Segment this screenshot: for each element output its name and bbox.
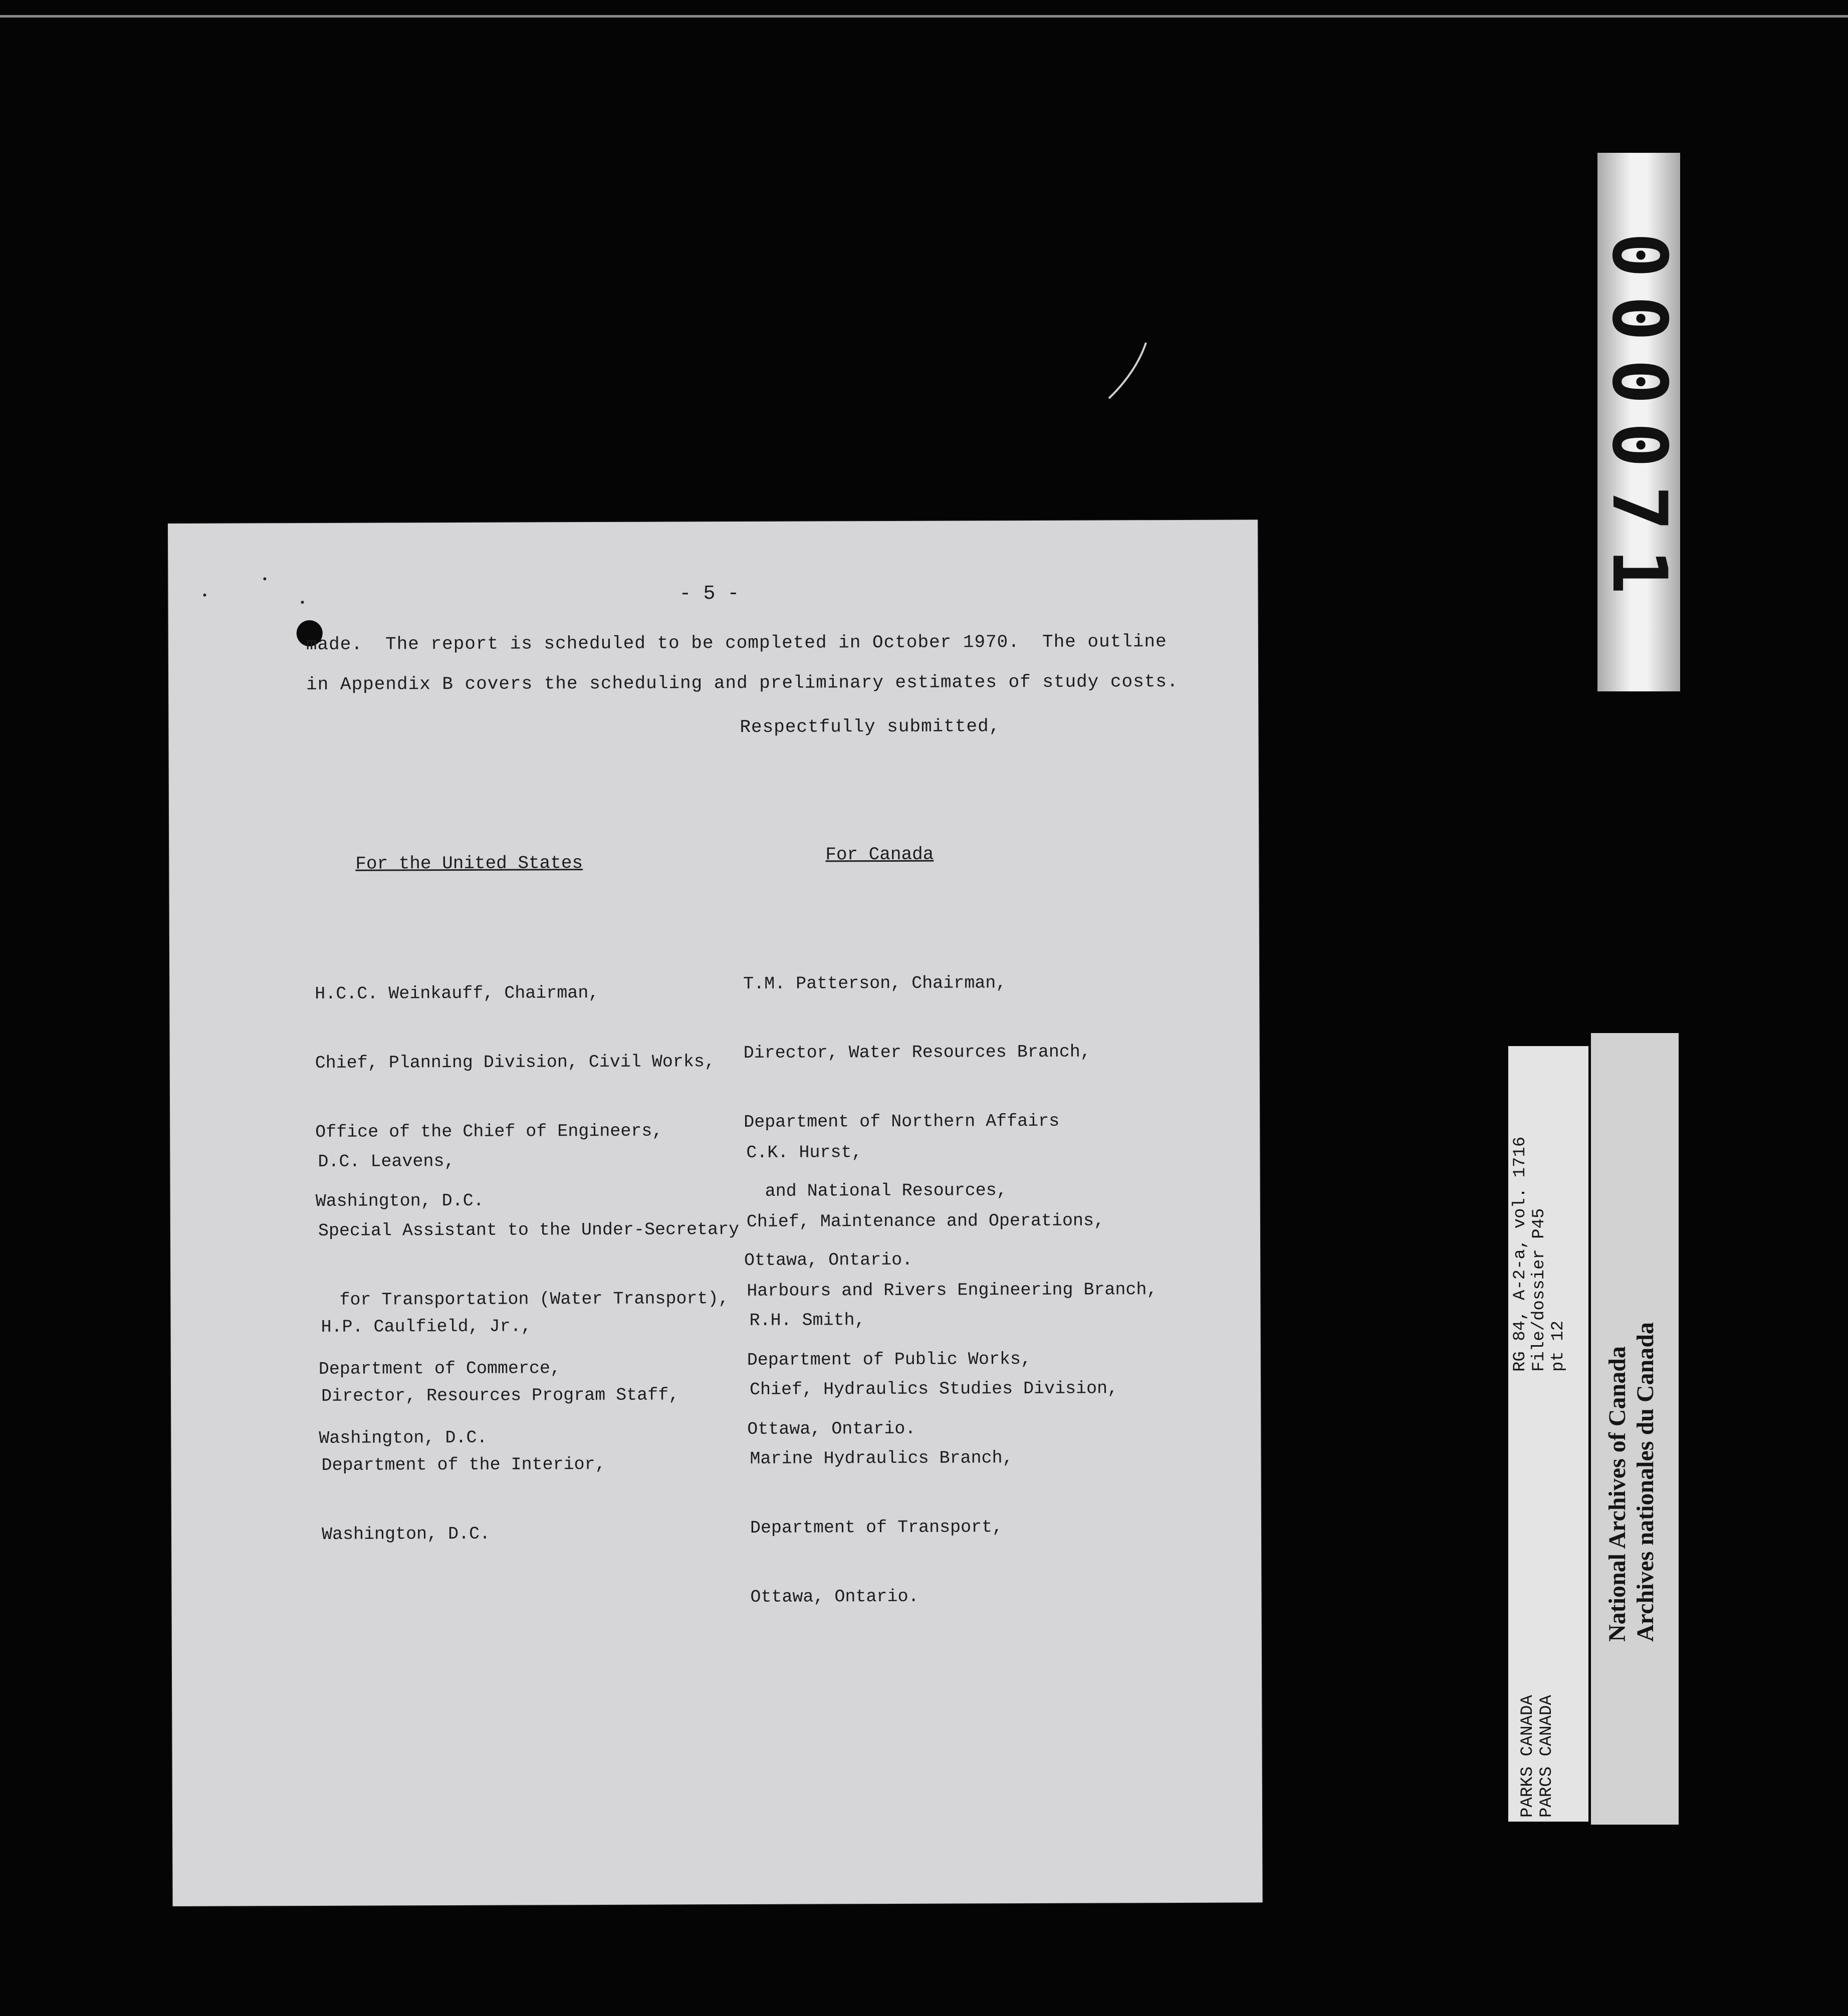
frame-counter bbox=[1595, 153, 1683, 691]
signatory-name: H.P. Caulfield, Jr., bbox=[321, 1316, 532, 1337]
signatory-name: R.H. Smith, bbox=[749, 1310, 865, 1331]
paragraph-line: in Appendix B covers the scheduling and preliminary estimates of study costs. bbox=[306, 671, 1179, 695]
national-archives-label bbox=[1591, 1033, 1679, 1825]
scan-border-line bbox=[0, 15, 1848, 18]
signatory-name: C.K. Hurst, bbox=[746, 1142, 862, 1163]
reference-line: pt 12 bbox=[1549, 1320, 1568, 1372]
signatory-name: D.C. Leavens, bbox=[318, 1151, 455, 1172]
signatory-line: Harbours and Rivers Engineering Branch, bbox=[747, 1280, 1158, 1301]
signatory-line: Washington, D.C. bbox=[319, 1427, 488, 1448]
ink-speck bbox=[263, 577, 266, 580]
closing-line: Respectfully submitted, bbox=[740, 716, 1001, 738]
signatory-line: Director, Resources Program Staff, bbox=[321, 1385, 679, 1406]
signatory-line: Ottawa, Ontario. bbox=[744, 1249, 913, 1271]
signatory-line: Department of Commerce, bbox=[318, 1358, 561, 1379]
signatory-line: for Transportation (Water Transport), bbox=[318, 1289, 729, 1310]
reference-block bbox=[1511, 1137, 1568, 1372]
archive-reference-label bbox=[1508, 1046, 1588, 1822]
signatory-line: Washington, D.C. bbox=[315, 1190, 484, 1211]
signatory-line: Washington, D.C. bbox=[321, 1524, 491, 1545]
pen-mark bbox=[1105, 341, 1150, 401]
signatory-line: Department of the Interior, bbox=[321, 1454, 606, 1475]
ink-speck bbox=[203, 594, 206, 597]
reference-line: RG 84, A-2-a, vol. 1716 bbox=[1511, 1136, 1530, 1372]
document-page bbox=[168, 520, 1263, 1906]
ink-speck bbox=[301, 601, 304, 604]
canada-signatory bbox=[749, 1262, 1119, 1655]
signatory-name: T.M. Patterson, Chairman, bbox=[743, 973, 1007, 994]
page-number: - 5 - bbox=[679, 583, 740, 606]
paragraph-line: made. The report is scheduled to be completed in October 1970. The outline bbox=[306, 631, 1167, 655]
canada-heading: For Canada bbox=[825, 844, 934, 865]
signatory-line: Marine Hydraulics Branch, bbox=[750, 1448, 1013, 1469]
signatory-line: Director, Water Resources Branch, bbox=[743, 1042, 1091, 1063]
reference-line: File/dossier P45 bbox=[1530, 1208, 1549, 1372]
signatory-line: Department of Transport, bbox=[750, 1517, 1003, 1538]
agency-line: PARKS CANADA bbox=[1518, 1695, 1537, 1818]
us-heading: For the United States bbox=[355, 853, 583, 874]
frame-number: 000071 bbox=[1595, 232, 1683, 612]
signatory-name: H.C.C. Weinkauff, Chairman, bbox=[315, 983, 599, 1004]
agency-line: PARCS CANADA bbox=[1537, 1695, 1556, 1818]
archives-name-line: Archives nationales du Canada bbox=[1632, 1322, 1659, 1642]
signatory-line: and National Resources, bbox=[744, 1180, 1007, 1201]
signatory-line: Chief, Hydraulics Studies Division, bbox=[749, 1378, 1118, 1400]
signatory-line: Special Assistant to the Under-Secretary bbox=[318, 1219, 740, 1241]
signatory-line: Department of Northern Affairs bbox=[744, 1111, 1060, 1132]
us-signatory bbox=[321, 1268, 679, 1592]
signatory-line: Department of Public Works, bbox=[747, 1349, 1031, 1370]
archives-name-line: National Archives of Canada bbox=[1604, 1346, 1631, 1642]
archives-name-block bbox=[1603, 1322, 1660, 1642]
signatory-line: Ottawa, Ontario. bbox=[747, 1418, 916, 1439]
signatory-line: Office of the Chief of Engineers, bbox=[315, 1121, 663, 1142]
signatory-line: Chief, Planning Division, Civil Works, bbox=[315, 1052, 715, 1073]
signatory-line: Ottawa, Ontario. bbox=[750, 1586, 919, 1607]
signatory-line: Chief, Maintenance and Operations, bbox=[746, 1210, 1105, 1232]
agency-block bbox=[1518, 1695, 1556, 1818]
